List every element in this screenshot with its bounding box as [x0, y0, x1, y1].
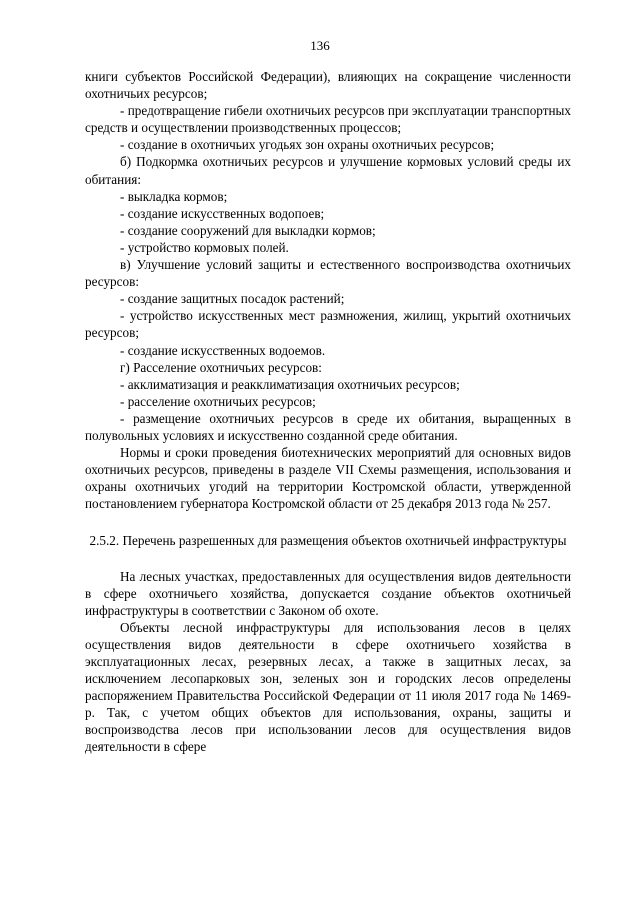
- subsection-heading: г) Расселение охотничьих ресурсов:: [120, 359, 322, 375]
- list-item: - предотвращение гибели охотничьих ресурсов при эксплуатации транспортных средств и осуществлении производственных процессов;: [85, 103, 571, 136]
- paragraph: На лесных участках, предоставленных для осуществления видов деятельности в сфере охотничьего хозяйства, допускается создание объектов охотничьей инфраструктуры в соответствии с Законом об охоте.: [85, 568, 571, 618]
- list-item: - расселение охотничьих ресурсов;: [120, 393, 316, 409]
- list-item: - устройство кормовых полей.: [120, 239, 289, 255]
- list-item: - создание защитных посадок растений;: [120, 291, 345, 307]
- paragraph: книги субъектов Российской Федерации), влияющих на сокращение численности охотничьих ресурсов;: [85, 69, 571, 102]
- document-body: [85, 68, 571, 756]
- subsection-heading: в) Улучшение условий защиты и естественного воспроизводства охотничьих ресурсов:: [85, 257, 571, 290]
- paragraph: Объекты лесной инфраструктуры для использования лесов в целях осуществления видов деятельности в сфере охотничьего хозяйства в эксплуатационных лесах, резервных лесах, а также в защитных лесах, за исключением лесопарковых зон, зеленых зон и городских лесов определены распоряжением Правительства Российской Федерации от 11 июля 2017 года № 1469-р. Так, с учетом общих объектов для использования, охраны, защиты и воспроизводства лесов при использовании лесов для осуществления видов деятельности в сфере: [85, 619, 571, 755]
- paragraph: Нормы и сроки проведения биотехнических мероприятий для основных видов охотничьих ресурсов, приведены в разделе VII Схемы размещения, использования и охраны охотничьих угодий на территории Костромской области, утвержденной постановлением губернатора Костромской области от 25 декабря 2013 года № 257.: [85, 445, 571, 512]
- list-item: - выкладка кормов;: [120, 188, 228, 204]
- list-item: - создание искусственных водопоев;: [120, 205, 325, 221]
- page-number: 136: [310, 38, 330, 53]
- subsection-heading: б) Подкормка охотничьих ресурсов и улучшение кормовых условий среды их обитания:: [85, 154, 571, 187]
- list-item: - создание искусственных водоемов.: [120, 342, 326, 358]
- list-item: - акклиматизация и реакклиматизация охотничьих ресурсов;: [120, 376, 460, 392]
- list-item: - создание в охотничьих угодьях зон охраны охотничьих ресурсов;: [120, 137, 495, 153]
- list-item: - создание сооружений для выкладки кормов;: [120, 222, 376, 238]
- spacer: [85, 512, 571, 532]
- section-heading: 2.5.2. Перечень разрешенных для размещения объектов охотничьей инфраструктуры: [89, 533, 567, 549]
- list-item: - размещение охотничьих ресурсов в среде их обитания, выращенных в полувольных условиях и искусственно созданной среде обитания.: [85, 410, 571, 443]
- list-item: - устройство искусственных мест размножения, жилищ, укрытий охотничьих ресурсов;: [85, 308, 571, 341]
- spacer: [85, 550, 571, 568]
